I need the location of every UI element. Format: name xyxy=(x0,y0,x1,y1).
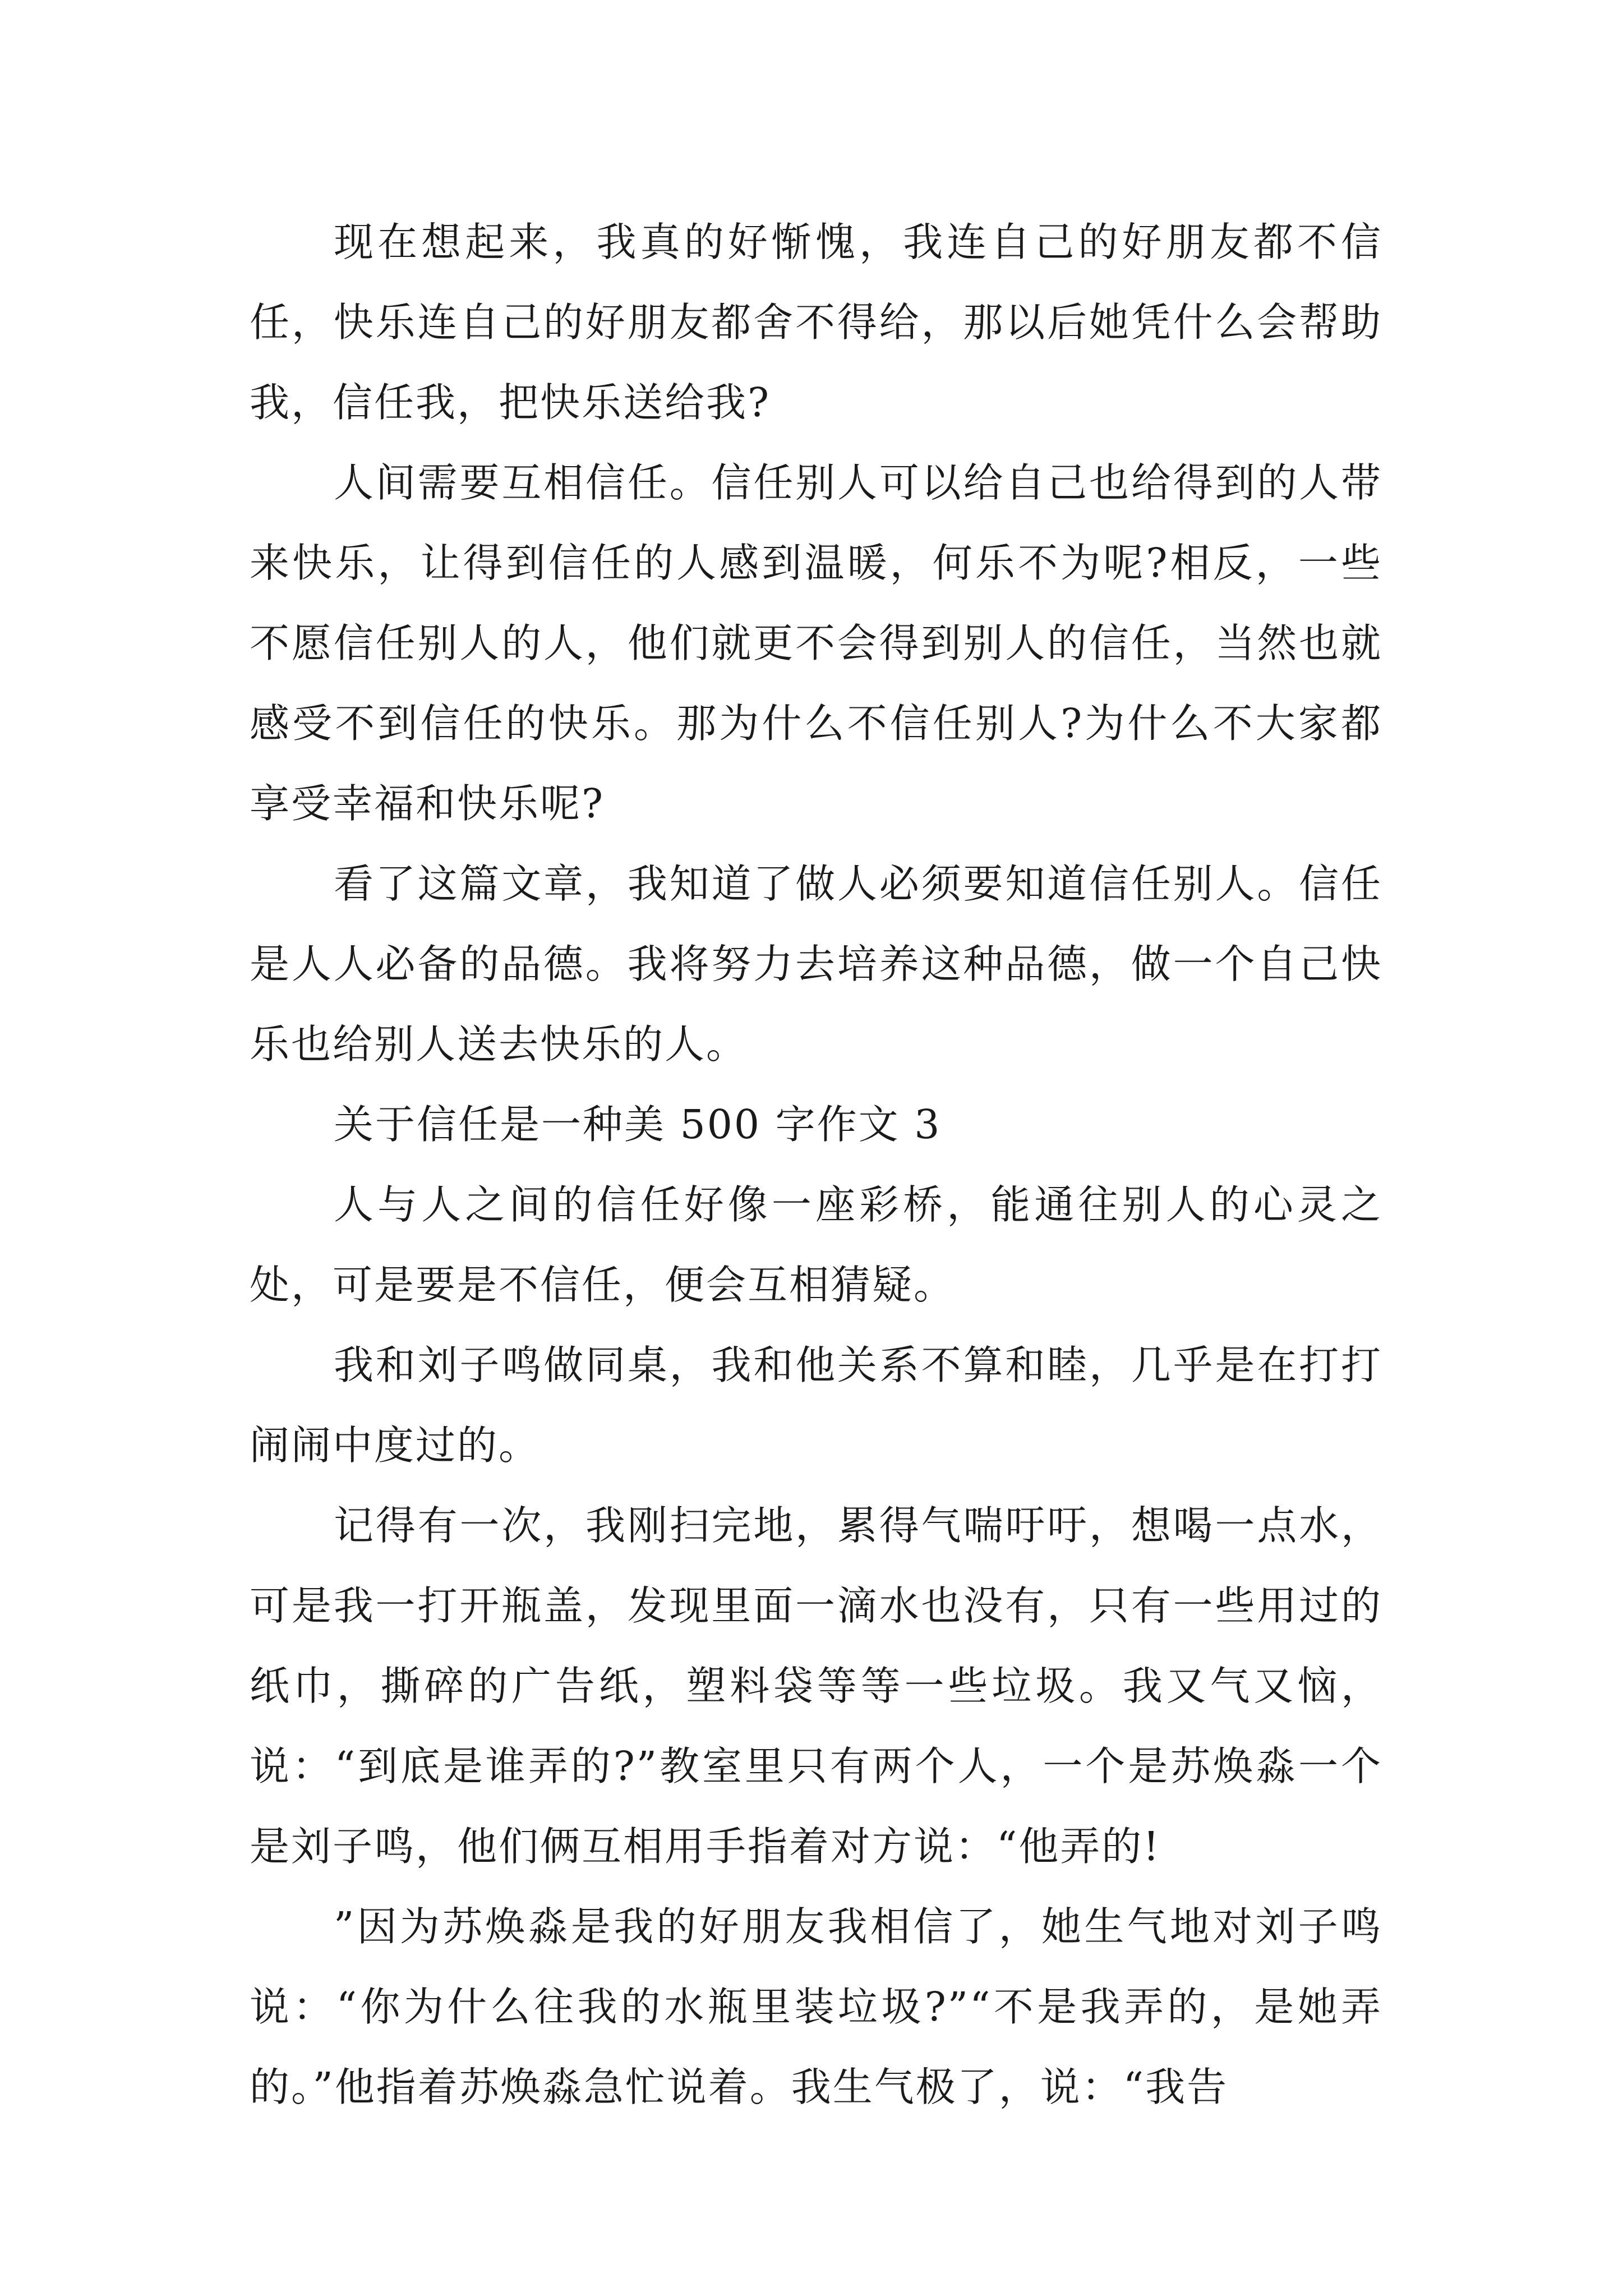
paragraph-6: 记得有一次，我刚扫完地，累得气喘吁吁，想喝一点水，可是我一打开瓶盖，发现里面一滴水也没有，只有一些用过的纸巾，撕碎的广告纸，塑料袋等等一些垃圾。我又气又恼，说：“到底是谁弄的?”教室里只有两个人，一个是苏焕淼一个是刘子鸣，他们俩互相用手指着对方说：“他弄的! xyxy=(250,1502,1382,1870)
paragraph-7: ”因为苏焕淼是我的好朋友我相信了，她生气地对刘子鸣说：“你为什么往我的水瓶里装垃圾?”“不是我弄的，是她弄的。”他指着苏焕淼急忙说着。我生气极了，说：“我告 xyxy=(250,1903,1382,2110)
section-heading: 关于信任是一种美 500 字作文 3 xyxy=(334,1101,942,1148)
paragraph-3: 看了这篇文章，我知道了做人必须要知道信任别人。信任是人人必备的品德。我将努力去培养这种品德，做一个自己快乐也给别人送去快乐的人。 xyxy=(250,861,1382,1068)
paragraph-2: 人间需要互相信任。信任别人可以给自己也给得到的人带来快乐，让得到信任的人感到温暖，何乐不为呢?相反，一些不愿信任别人的人，他们就更不会得到别人的信任，当然也就感受不到信任的快乐。那为什么不信任别人?为什么不大家都享受幸福和快乐呢? xyxy=(250,459,1382,827)
paragraph-5: 我和刘子鸣做同桌，我和他关系不算和睦，几乎是在打打闹闹中度过的。 xyxy=(250,1342,1382,1469)
paragraph-4: 人与人之间的信任好像一座彩桥，能通往别人的心灵之处，可是要是不信任，便会互相猜疑。 xyxy=(250,1181,1382,1308)
document-body xyxy=(250,202,1382,2127)
paragraph-1: 现在想起来，我真的好惭愧，我连自己的好朋友都不信任，快乐连自己的好朋友都舍不得给，那以后她凭什么会帮助我，信任我，把快乐送给我? xyxy=(250,219,1382,426)
